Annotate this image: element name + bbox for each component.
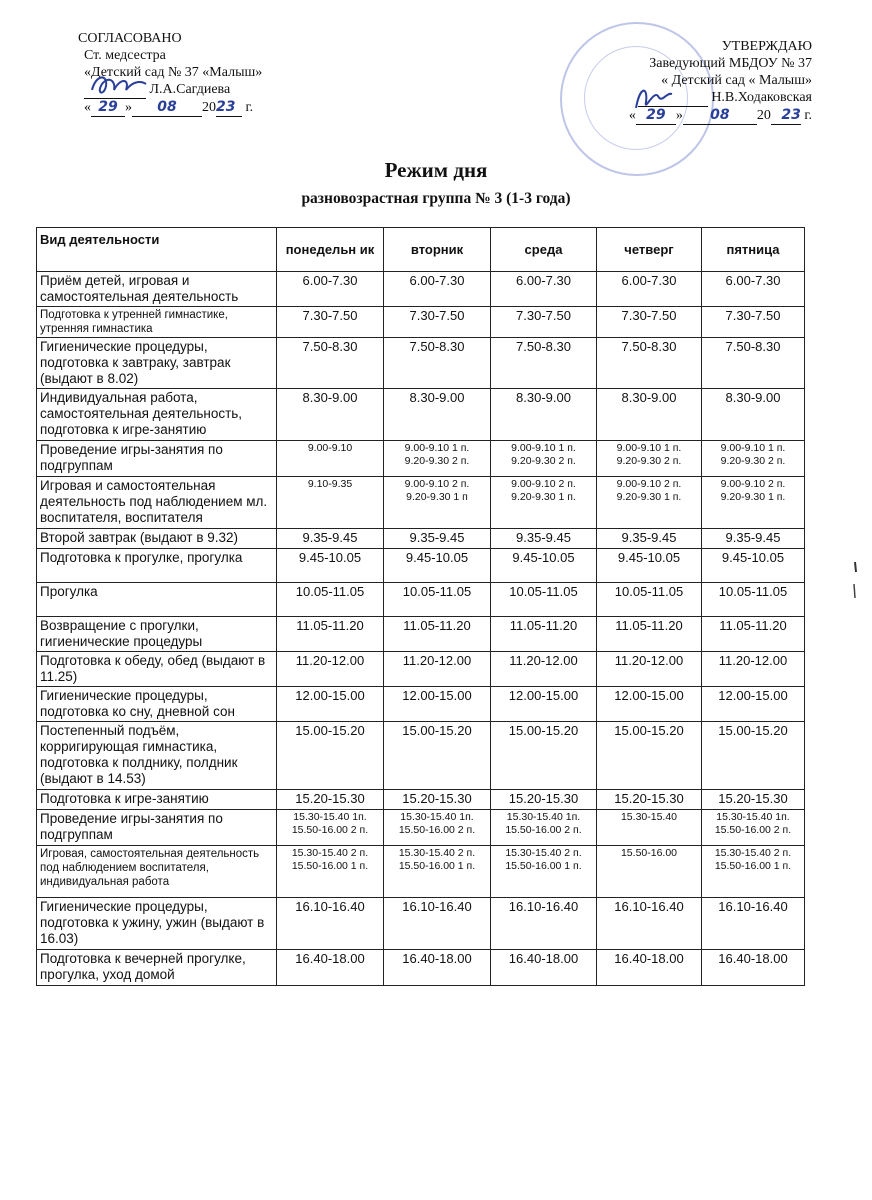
date-close-quote: » — [675, 108, 683, 123]
time-cell: 11.20-12.00 — [597, 652, 702, 687]
time-cell: 7.30-7.50 — [491, 307, 597, 338]
time-cell: 15.30-15.40 2 п. 15.50-16.00 1 п. — [702, 846, 805, 898]
date-close-quote: » — [125, 100, 132, 115]
approval-right-org: « Детский сад « Малыш» — [661, 73, 812, 88]
time-cell: 15.00-15.20 — [277, 722, 384, 790]
time-cell: 12.00-15.00 — [384, 687, 491, 722]
approval-left-org: «Детский сад № 37 «Малыш» — [84, 65, 263, 80]
activity-cell: Гигиенические процедуры, подготовка к ужину, ужин (выдают в 16.03) — [37, 898, 277, 950]
date-open-quote: « — [628, 108, 636, 123]
time-cell: 9.35-9.45 — [384, 529, 491, 549]
time-cell: 7.50-8.30 — [384, 338, 491, 389]
time-cell: 9.45-10.05 — [277, 549, 384, 583]
date-suffix: г. — [245, 100, 254, 115]
time-cell: 15.30-15.40 2 п. 15.50-16.00 1 п. — [491, 846, 597, 898]
activity-cell: Игровая, самостоятельная деятельность под наблюдением воспитателя, индивидуальная работа — [37, 846, 277, 898]
time-cell: 11.20-12.00 — [491, 652, 597, 687]
time-cell: 11.05-11.20 — [491, 617, 597, 652]
approval-right-heading: УТВЕРЖДАЮ — [721, 39, 812, 54]
time-cell: 11.20-12.00 — [384, 652, 491, 687]
time-cell: 15.20-15.30 — [277, 790, 384, 810]
time-cell: 15.20-15.30 — [384, 790, 491, 810]
time-cell: 12.00-15.00 — [491, 687, 597, 722]
date-year: 23 — [216, 99, 242, 117]
table-row — [37, 549, 805, 583]
date-year-prefix: 20 — [202, 100, 216, 115]
time-cell: 6.00-7.30 — [702, 272, 805, 307]
header-wednesday: среда — [491, 228, 597, 272]
activity-cell: Прогулка — [37, 583, 277, 617]
activity-cell: Игровая и самостоятельная деятельность под наблюдением мл. воспитателя, воспитателя — [37, 477, 277, 529]
approval-right-name: Н.В.Ходаковская — [711, 90, 812, 105]
time-cell: 16.40-18.00 — [491, 950, 597, 986]
time-cell: 16.40-18.00 — [597, 950, 702, 986]
time-cell: 9.00-9.10 2 п. 9.20-9.30 1 п. — [702, 477, 805, 529]
date-year-prefix: 20 — [756, 108, 771, 123]
time-cell: 15.30-15.40 2 п. 15.50-16.00 1 п. — [277, 846, 384, 898]
time-cell: 11.20-12.00 — [277, 652, 384, 687]
time-cell: 9.45-10.05 — [597, 549, 702, 583]
activity-cell: Проведение игры-занятия по подгруппам — [37, 441, 277, 477]
time-cell: 16.10-16.40 — [491, 898, 597, 950]
activity-cell: Второй завтрак (выдают в 9.32) — [37, 529, 277, 549]
time-cell: 9.10-9.35 — [277, 477, 384, 529]
table-row — [37, 617, 805, 652]
activity-cell: Постепенный подъём, корригирующая гимнастика, подготовка к полднику, полдник (выдают в 14.53) — [37, 722, 277, 790]
time-cell: 7.50-8.30 — [491, 338, 597, 389]
time-cell: 8.30-9.00 — [384, 389, 491, 441]
table-row — [37, 477, 805, 529]
time-cell: 10.05-11.05 — [597, 583, 702, 617]
date-open-quote: « — [84, 100, 91, 115]
time-cell: 7.30-7.50 — [702, 307, 805, 338]
time-cell: 9.35-9.45 — [702, 529, 805, 549]
time-cell: 7.50-8.30 — [702, 338, 805, 389]
time-cell: 16.10-16.40 — [384, 898, 491, 950]
time-cell: 15.30-15.40 — [597, 810, 702, 846]
header-thursday: четверг — [597, 228, 702, 272]
time-cell: 7.30-7.50 — [597, 307, 702, 338]
approval-left-heading: СОГЛАСОВАНО — [78, 31, 182, 46]
time-cell: 15.20-15.30 — [491, 790, 597, 810]
time-cell: 15.50-16.00 — [597, 846, 702, 898]
header-tuesday: вторник — [384, 228, 491, 272]
time-cell: 9.35-9.45 — [277, 529, 384, 549]
date-month: 08 — [132, 99, 202, 117]
time-cell: 9.45-10.05 — [702, 549, 805, 583]
table-row — [37, 389, 805, 441]
time-cell: 6.00-7.30 — [277, 272, 384, 307]
time-cell: 15.30-15.40 1п. 15.50-16.00 2 п. — [384, 810, 491, 846]
table-row — [37, 529, 805, 549]
time-cell: 9.00-9.10 — [277, 441, 384, 477]
signature-right — [628, 82, 676, 116]
time-cell: 16.40-18.00 — [384, 950, 491, 986]
time-cell: 6.00-7.30 — [384, 272, 491, 307]
table-row — [37, 846, 805, 898]
activity-cell: Проведение игры-занятия по подгруппам — [37, 810, 277, 846]
time-cell: 16.10-16.40 — [702, 898, 805, 950]
time-cell: 7.50-8.30 — [277, 338, 384, 389]
time-cell: 15.00-15.20 — [702, 722, 805, 790]
time-cell: 15.20-15.30 — [597, 790, 702, 810]
time-cell: 15.30-15.40 1п. 15.50-16.00 2 п. — [491, 810, 597, 846]
time-cell: 11.05-11.20 — [702, 617, 805, 652]
time-cell: 15.30-15.40 1п. 15.50-16.00 2 п. — [277, 810, 384, 846]
time-cell: 9.35-9.45 — [491, 529, 597, 549]
time-cell: 15.20-15.30 — [702, 790, 805, 810]
time-cell: 6.00-7.30 — [597, 272, 702, 307]
time-cell: 12.00-15.00 — [702, 687, 805, 722]
page-title: Режим дня — [384, 158, 488, 182]
date-suffix: г. — [804, 108, 812, 123]
time-cell: 15.30-15.40 1п. 15.50-16.00 2 п. — [702, 810, 805, 846]
time-cell: 9.00-9.10 2 п. 9.20-9.30 1 п. — [597, 477, 702, 529]
time-cell: 9.00-9.10 1 п. 9.20-9.30 2 п. — [597, 441, 702, 477]
activity-cell: Подготовка к вечерней прогулке, прогулка, уход домой — [37, 950, 277, 986]
time-cell: 16.10-16.40 — [597, 898, 702, 950]
time-cell: 16.40-18.00 — [277, 950, 384, 986]
time-cell: 6.00-7.30 — [491, 272, 597, 307]
time-cell: 11.20-12.00 — [702, 652, 805, 687]
date-day: 29 — [636, 107, 676, 125]
date-month: 08 — [683, 107, 757, 125]
time-cell: 7.30-7.50 — [384, 307, 491, 338]
activity-cell: Индивидуальная работа, самостоятельная деятельность, подготовка к игре-занятию — [37, 389, 277, 441]
time-cell: 16.10-16.40 — [277, 898, 384, 950]
table-row — [37, 338, 805, 389]
schedule-table — [36, 227, 805, 986]
activity-cell: Приём детей, игровая и самостоятельная деятельность — [37, 272, 277, 307]
time-cell: 8.30-9.00 — [491, 389, 597, 441]
activity-cell: Подготовка к обеду, обед (выдают в 11.25) — [37, 652, 277, 687]
table-row — [37, 272, 805, 307]
time-cell: 15.00-15.20 — [384, 722, 491, 790]
table-row — [37, 687, 805, 722]
time-cell: 10.05-11.05 — [491, 583, 597, 617]
time-cell: 9.00-9.10 1 п. 9.20-9.30 2 п. — [384, 441, 491, 477]
date-day: 29 — [91, 99, 125, 117]
time-cell: 9.00-9.10 1 п. 9.20-9.30 2 п. — [702, 441, 805, 477]
date-year: 23 — [771, 107, 801, 125]
approval-left-name: Л.А.Сагдиева — [149, 82, 231, 97]
table-row — [37, 441, 805, 477]
approval-left-position: Ст. медсестра — [84, 48, 166, 63]
table-row — [37, 583, 805, 617]
time-cell: 8.30-9.00 — [702, 389, 805, 441]
table-row — [37, 722, 805, 790]
time-cell: 15.30-15.40 2 п. 15.50-16.00 1 п. — [384, 846, 491, 898]
table-row — [37, 810, 805, 846]
table-header-row — [37, 228, 805, 272]
time-cell: 8.30-9.00 — [277, 389, 384, 441]
table-row — [37, 790, 805, 810]
activity-cell: Подготовка к прогулке, прогулка — [37, 549, 277, 583]
time-cell: 10.05-11.05 — [277, 583, 384, 617]
activity-cell: Гигиенические процедуры, подготовка ко сну, дневной сон — [37, 687, 277, 722]
time-cell: 9.35-9.45 — [597, 529, 702, 549]
time-cell: 9.00-9.10 2 п. 9.20-9.30 1 п — [384, 477, 491, 529]
header-friday: пятница — [702, 228, 805, 272]
header-monday: понедельн ик — [277, 228, 384, 272]
time-cell: 11.05-11.20 — [384, 617, 491, 652]
header-activity: Вид деятельности — [37, 228, 277, 272]
table-row — [37, 307, 805, 338]
time-cell: 9.00-9.10 1 п. 9.20-9.30 2 п. — [491, 441, 597, 477]
time-cell: 11.05-11.20 — [597, 617, 702, 652]
time-cell: 9.45-10.05 — [491, 549, 597, 583]
time-cell: 10.05-11.05 — [702, 583, 805, 617]
activity-cell: Подготовка к утренней гимнастике, утренняя гимнастика — [37, 307, 277, 338]
signature-left — [86, 68, 152, 102]
time-cell: 16.40-18.00 — [702, 950, 805, 986]
time-cell: 11.05-11.20 — [277, 617, 384, 652]
time-cell: 7.30-7.50 — [277, 307, 384, 338]
approval-right-position: Заведующий МБДОУ № 37 — [649, 56, 812, 71]
time-cell: 10.05-11.05 — [384, 583, 491, 617]
time-cell: 9.00-9.10 2 п. 9.20-9.30 1 п. — [491, 477, 597, 529]
table-row — [37, 950, 805, 986]
time-cell: 12.00-15.00 — [277, 687, 384, 722]
time-cell: 7.50-8.30 — [597, 338, 702, 389]
time-cell: 8.30-9.00 — [597, 389, 702, 441]
page-subtitle: разновозрастная группа № 3 (1-3 года) — [301, 190, 571, 207]
table-row — [37, 652, 805, 687]
time-cell: 12.00-15.00 — [597, 687, 702, 722]
time-cell: 9.45-10.05 — [384, 549, 491, 583]
time-cell: 15.00-15.20 — [597, 722, 702, 790]
activity-cell: Возвращение с прогулки, гигиенические процедуры — [37, 617, 277, 652]
table-row — [37, 898, 805, 950]
activity-cell: Гигиенические процедуры, подготовка к завтраку, завтрак (выдают в 8.02) — [37, 338, 277, 389]
scan-marks — [848, 560, 862, 600]
activity-cell: Подготовка к игре-занятию — [37, 790, 277, 810]
time-cell: 15.00-15.20 — [491, 722, 597, 790]
